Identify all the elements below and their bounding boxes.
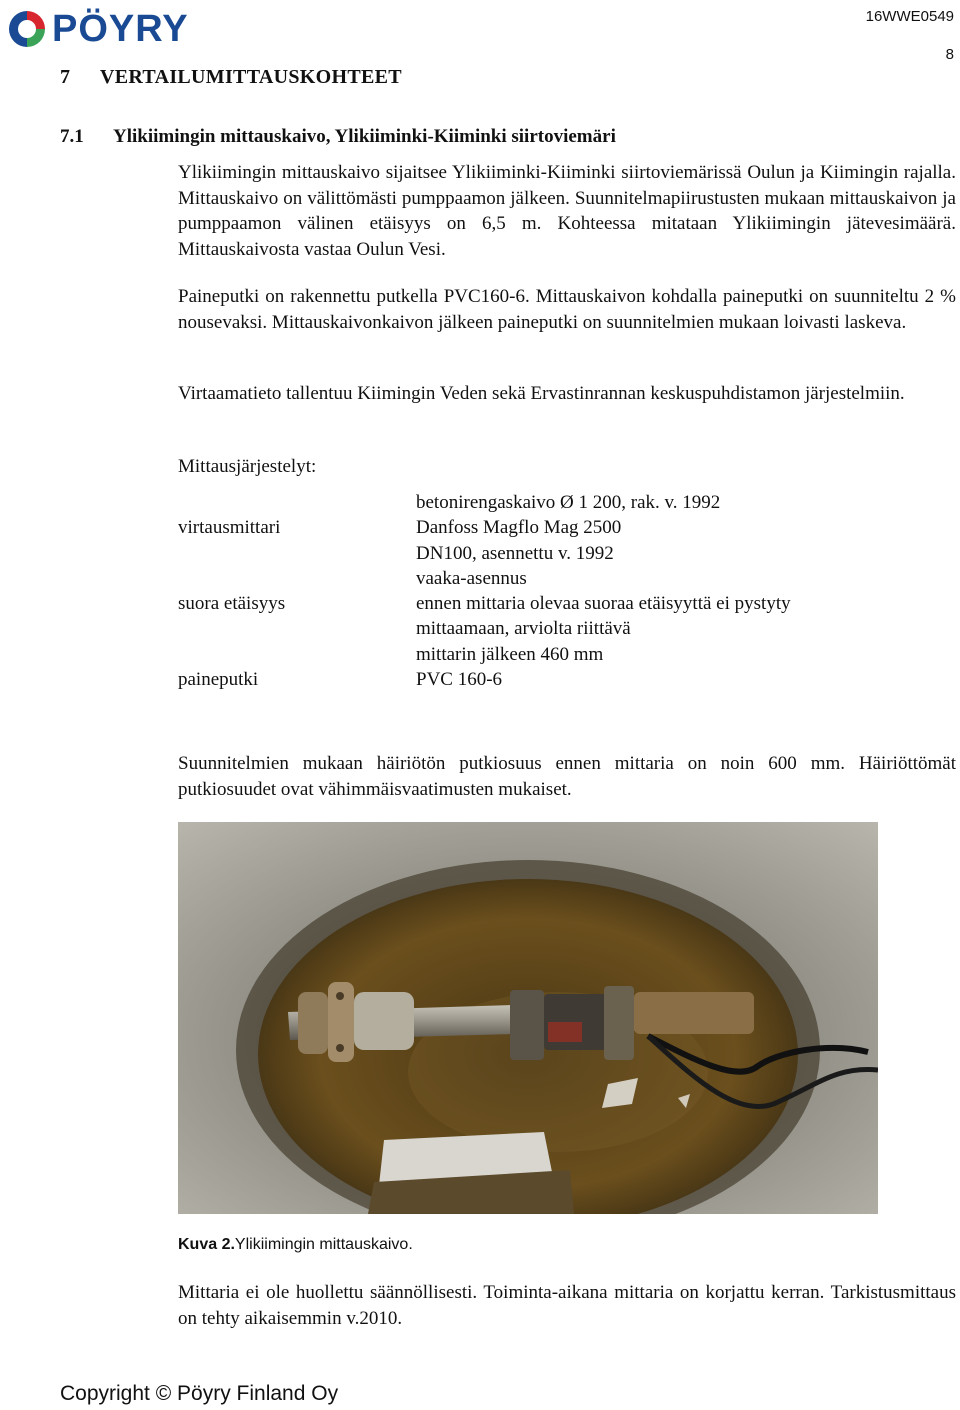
figure-caption-label: Kuva 2. xyxy=(178,1236,235,1253)
measurement-value: Danfoss Magflo Mag 2500 xyxy=(416,517,622,539)
figure-caption xyxy=(178,1236,413,1254)
measurement-row xyxy=(178,515,956,540)
subsection-heading xyxy=(60,126,616,148)
measurement-row xyxy=(178,616,956,641)
poyry-logo xyxy=(6,6,246,52)
section-heading xyxy=(60,66,402,89)
measurement-row xyxy=(178,642,956,667)
measurement-row xyxy=(178,566,956,591)
measurement-label: virtausmittari xyxy=(178,517,281,539)
measurement-value: PVC 160-6 xyxy=(416,669,503,691)
paragraph-location: Ylikiimingin mittauskaivo sijaitsee Ylikiiminki-Kiiminki siirtoviemärissä Oulun ja Kiimingin rajalla. Mittauskaivo on välittömästi pumppaamon jälkeen. Suunnitelmapiirustusten mukaan mittauskaivon ja pumppaamon välinen etäisyys on 6,5 m. Kohteessa mitataan Ylikiimingin jätevesimäärä. Mittauskaivosta vastaa Oulun Vesi. xyxy=(178,162,956,260)
document-id: 16WWE0549 xyxy=(865,8,954,25)
measurement-row xyxy=(178,667,956,692)
measurement-label xyxy=(178,566,416,591)
measurement-label xyxy=(178,541,416,566)
measurement-label: paineputki xyxy=(178,669,259,691)
measurement-value: DN100, asennettu v. 1992 xyxy=(416,542,614,564)
poyry-logo-icon xyxy=(6,8,48,50)
measurement-label xyxy=(178,616,416,641)
measurement-label xyxy=(178,490,416,515)
subsection-number: 7.1 xyxy=(60,126,84,147)
measurement-row xyxy=(178,591,956,616)
subsection-title: Ylikiimingin mittauskaivo, Ylikiiminki-Kiiminki siirtoviemäri xyxy=(113,126,616,147)
measurement-table xyxy=(178,490,956,692)
measurement-value: mittarin jälkeen 460 mm xyxy=(416,643,604,665)
page-number: 8 xyxy=(945,46,954,63)
logo-wordmark: PÖYRY xyxy=(52,8,189,50)
measurement-value: betonirengaskaivo Ø 1 200, rak. v. 1992 xyxy=(416,492,721,513)
paragraph-flow-data: Virtaamatieto tallentuu Kiimingin Veden sekä Ervastinrannan keskuspuhdistamon järjestelmiin. xyxy=(178,383,905,404)
section-number: 7 xyxy=(60,66,71,88)
paragraph-pressure-pipe: Paineputki on rakennettu putkella PVC160-6. Mittauskaivon kohdalla paineputki on suunniteltu 2 % nousevaksi. Mittauskaivonkaivon jälkeen paineputki on suunnitelmien mukaan loivasti laskeva. xyxy=(178,286,956,333)
measurement-well-photo xyxy=(178,822,878,1214)
copyright-footer: Copyright © Pöyry Finland Oy xyxy=(60,1382,339,1405)
measurement-label xyxy=(178,642,416,667)
measurement-label: suora etäisyys xyxy=(178,593,286,615)
paragraph-maintenance: Mittaria ei ole huollettu säännöllisesti. Toiminta-aikana mittaria on korjattu kerran. Tarkistusmittaus on tehty aikaisemmin v.2010. xyxy=(178,1282,956,1329)
measurement-row xyxy=(178,541,956,566)
section-title: VERTAILUMITTAUSKOHTEET xyxy=(100,66,402,88)
measurement-value: ennen mittaria olevaa suoraa etäisyyttä ei pystyty xyxy=(416,593,791,615)
paragraph-undisturbed-section: Suunnitelmien mukaan häiriötön putkiosuus ennen mittaria on noin 600 mm. Häiriöttömät putkiosuudet ovat vähimmäisvaatimusten mukaiset. xyxy=(178,753,956,800)
measurement-setup-label: Mittausjärjestelyt: xyxy=(178,456,317,477)
measurement-value: vaaka-asennus xyxy=(416,567,527,589)
figure-caption-text: Ylikiimingin mittauskaivo. xyxy=(234,1236,413,1253)
measurement-value: mittaamaan, arviolta riittävä xyxy=(416,618,631,640)
measurement-row xyxy=(178,490,956,515)
